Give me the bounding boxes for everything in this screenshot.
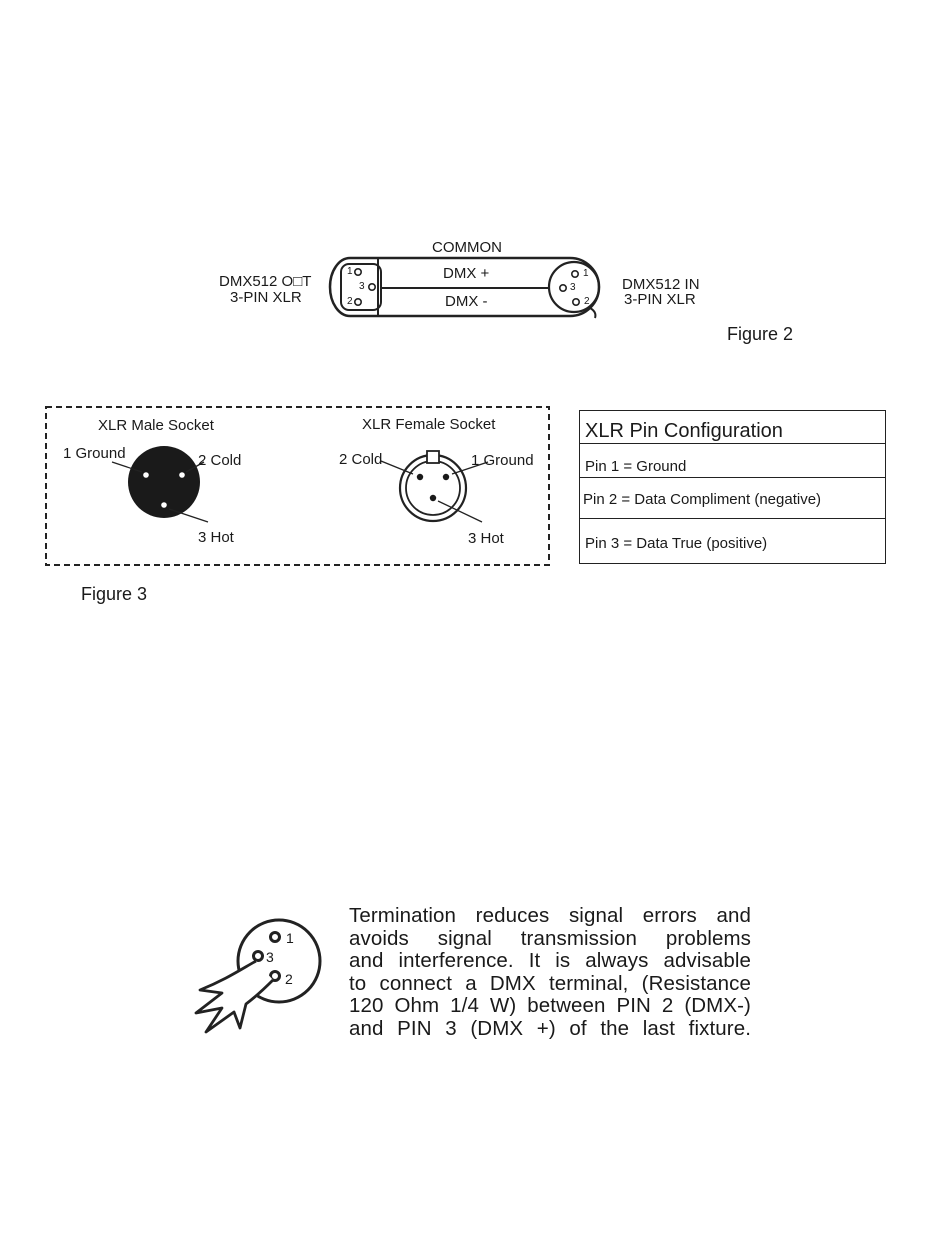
in-label-line1: DMX512 IN [622, 276, 700, 293]
out-pin-2-label: 2 [347, 296, 353, 307]
termination-line-2: avoids signal transmission problems [349, 926, 751, 950]
termination-line-6: and PIN 3 (DMX +) of the last fixture. [349, 1016, 751, 1040]
figure-2-caption: Figure 2 [727, 324, 794, 344]
out-pin-3-label: 3 [359, 281, 365, 292]
termination-pin-1 [271, 933, 280, 942]
pin-config-title: XLR Pin Configuration [585, 420, 783, 442]
dmx-plus-label: DMX + [443, 265, 490, 282]
termination-line-5: 120 Ohm 1/4 W) between PIN 2 (DMX-) [349, 994, 751, 1017]
pin-config-row-2-text: Pin 2 = Data Compliment (negative) [583, 491, 822, 508]
figure-3-caption: Figure 3 [81, 584, 148, 604]
in-pin-3-label: 3 [570, 282, 576, 293]
termination-pin-3-label: 3 [266, 949, 274, 965]
termination-pin-2-label: 2 [285, 971, 293, 987]
female-pin-2-label: 2 Cold [339, 451, 383, 468]
pin-config-row-3-text: Pin 3 = Data True (positive) [585, 535, 768, 552]
termination-line-1: Termination reduces signal errors and [349, 904, 751, 927]
female-pin-3-label: 3 Hot [468, 530, 504, 547]
out-label-line2: 3-PIN XLR [230, 289, 302, 306]
in-pin-2-label: 2 [584, 296, 590, 307]
in-pin-1-label: 1 [583, 268, 589, 279]
termination-pin-1-label: 1 [286, 930, 294, 946]
in-label-line2: 3-PIN XLR [624, 291, 696, 308]
termination-line-4: to connect a DMX terminal, (Resistance [349, 971, 751, 995]
pin-config-row-1-text: Pin 1 = Ground [585, 458, 687, 475]
dmx-minus-label: DMX - [445, 293, 488, 310]
out-pin-1-label: 1 [347, 266, 353, 277]
male-pin-3-label: 3 Hot [198, 529, 234, 546]
male-socket-title: XLR Male Socket [98, 417, 214, 434]
male-pin-1-label: 1 Ground [63, 445, 126, 462]
common-label: COMMON [432, 239, 502, 256]
termination-pin-3 [254, 952, 263, 961]
female-pin-1-label: 1 Ground [471, 452, 534, 469]
out-label-line1: DMX512 O□T [219, 273, 312, 290]
termination-line-3: and interference. It is always advisable [349, 949, 751, 972]
male-pin-2-label: 2 Cold [198, 452, 242, 469]
female-socket-title: XLR Female Socket [362, 416, 496, 433]
termination-paragraph [349, 905, 751, 1040]
